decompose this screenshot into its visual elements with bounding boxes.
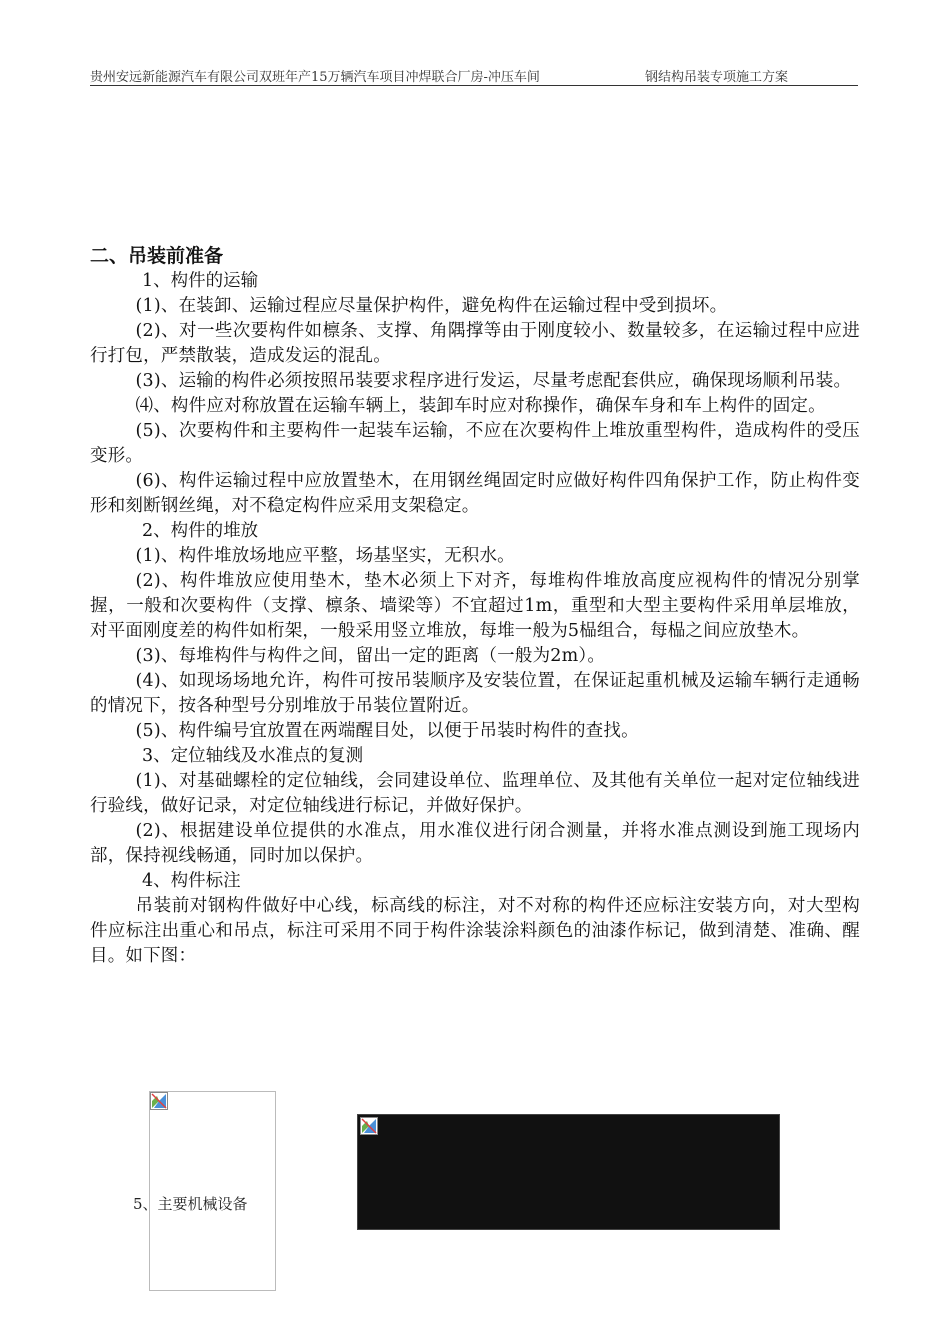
paragraph: (6)、构件运输过程中应放置垫木，在用钢丝绳固定时应做好构件四角保护工作，防止构件变形和刻断钢丝绳，对不稳定构件应采用支架稳定。 xyxy=(90,471,860,516)
paragraph: (3)、每堆构件与构件之间，留出一定的距离（一般为2m）。 xyxy=(135,646,606,666)
subsection-title-stacking: 2、构件的堆放 xyxy=(142,521,259,541)
broken-image-left xyxy=(149,1091,276,1291)
paragraph: (2)、构件堆放应使用垫木，垫木必须上下对齐，每堆构件堆放高度应视构件的情况分别掌握，一般和次要构件（支撑、檩条、墙梁等）不宜超过1m，重型和大型主要构件采用单层堆放，对平面刚度差的构件如桁架，一般采用竖立堆放，每堆一般为5榀组合，每榀之间应放垫木。 xyxy=(90,571,860,641)
subsection-title-transport: 1、构件的运输 xyxy=(142,271,259,291)
paragraph: (5)、次要构件和主要构件一起装车运输，不应在次要构件上堆放重型构件，造成构件的受压变形。 xyxy=(90,421,860,466)
paragraph: (3)、运输的构件必须按照吊装要求程序进行发运，尽量考虑配套供应，确保现场顺利吊装。 xyxy=(135,371,852,391)
paragraph: (1)、在装卸、运输过程应尽量保护构件，避免构件在运输过程中受到损坏。 xyxy=(135,296,728,316)
paragraph: ⑷、构件应对称放置在运输车辆上，装卸车时应对称操作，确保车身和车上构件的固定。 xyxy=(135,396,826,416)
page-header xyxy=(90,66,858,86)
paragraph: (1)、对基础螺栓的定位轴线，会同建设单位、监理单位、及其他有关单位一起对定位轴线进行验线，做好记录，对定位轴线进行标记，并做好保护。 xyxy=(90,771,860,816)
broken-image-icon xyxy=(360,1117,378,1135)
paragraph: (1)、构件堆放场地应平整，场基坚实，无积水。 xyxy=(135,546,515,566)
paragraph: 吊装前对钢构件做好中心线，标高线的标注，对不对称的构件还应标注安装方向，对大型构件应标注出重心和吊点，标注可采用不同于构件涂装涂料颜色的油漆作标记，做到清楚、准确、醒目。如下图： xyxy=(90,896,860,966)
main-content xyxy=(90,243,860,969)
broken-image-right xyxy=(357,1114,780,1230)
subsection-title-axis-check: 3、定位轴线及水准点的复测 xyxy=(142,746,364,766)
header-project-name: 贵州安远新能源汽车有限公司双班年产15万辆汽车项目冲焊联合厂房-冲压车间 xyxy=(90,70,540,85)
paragraph: (4)、如现场场地允许，构件可按吊装顺序及安装位置，在保证起重机械及运输车辆行走通畅的情况下，按各种型号分别堆放于吊装位置附近。 xyxy=(90,671,860,716)
paragraph: (2)、对一些次要构件如檩条、支撑、角隅撑等由于刚度较小、数量较多，在运输过程中应进行打包，严禁散装，造成发运的混乱。 xyxy=(90,321,860,366)
header-doc-title: 钢结构吊装专项施工方案 xyxy=(645,70,789,85)
subsection-title-marking: 4、构件标注 xyxy=(142,871,241,891)
paragraph: (2)、根据建设单位提供的水准点，用水准仪进行闭合测量，并将水准点测设到施工现场内部，保持视线畅通，同时加以保护。 xyxy=(90,821,860,866)
broken-image-icon xyxy=(150,1092,168,1110)
paragraph: (5)、构件编号宜放置在两端醒目处，以便于吊装时构件的查找。 xyxy=(135,721,639,741)
subsection-title-machinery: 5、主要机械设备 xyxy=(133,1195,248,1213)
section-title: 二、吊装前准备 xyxy=(90,245,224,267)
